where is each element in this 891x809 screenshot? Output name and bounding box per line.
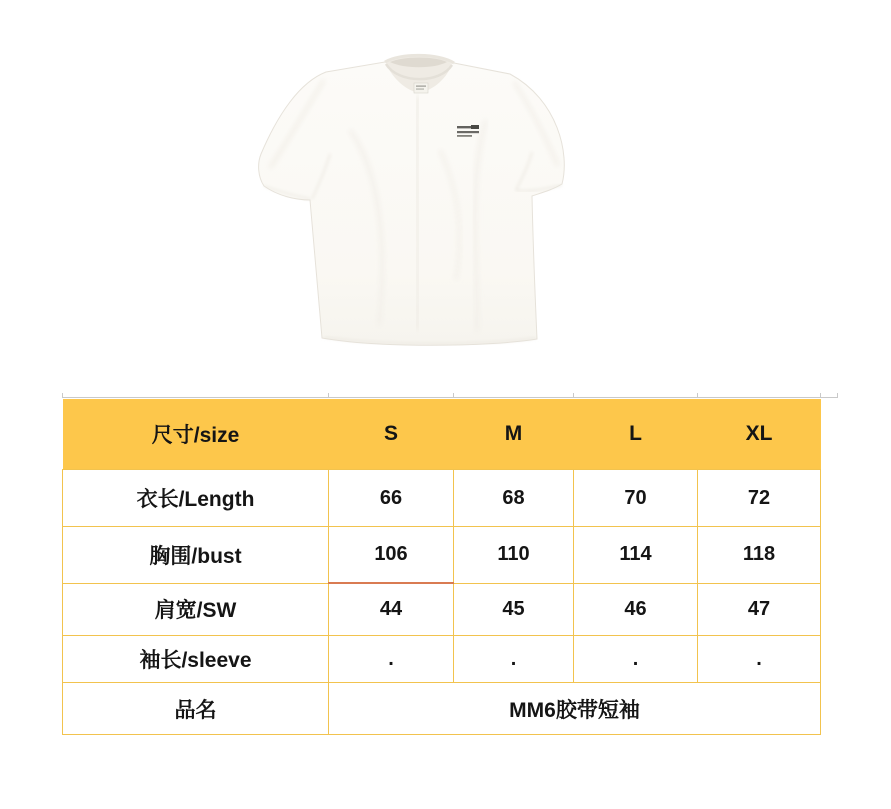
sleeve-m: . [454,636,574,683]
sleeve-xl: . [698,636,821,683]
product-name-value: MM6胶带短袖 [329,683,821,735]
length-m: 68 [454,470,574,527]
row-sleeve [63,636,821,683]
grid-tick [453,393,454,398]
row-bust [63,527,821,584]
sleeve-s: . [329,636,454,683]
row-label-bust: 胸围/bust [63,527,329,584]
row-length [63,470,821,527]
bust-s: 106 [329,527,454,584]
neck-label [414,83,428,93]
tshirt-body [259,55,565,346]
bust-m: 110 [454,527,574,584]
sw-s: 44 [329,583,454,636]
grid-tick [328,393,329,398]
tshirt-photo [228,38,592,358]
bust-l: 114 [574,527,698,584]
header-cell-size-label: 尺寸/size [63,399,329,470]
size-chart-header-row [63,399,821,470]
sleeve-l: . [574,636,698,683]
header-cell-xl: XL [698,399,821,470]
grid-tick [62,393,63,398]
row-label-sleeve: 袖长/sleeve [63,636,329,683]
row-product-name [63,683,821,735]
grid-tick [573,393,574,398]
row-label-product-name: 品名 [63,683,329,735]
grid-tick [697,393,698,398]
sw-m: 45 [454,583,574,636]
row-shoulder-width [63,583,821,636]
header-cell-s: S [329,399,454,470]
row-label-length: 衣长/Length [63,470,329,527]
length-xl: 72 [698,470,821,527]
length-l: 70 [574,470,698,527]
grid-tick [837,393,838,398]
grid-top-rule [62,397,838,398]
header-cell-m: M [454,399,574,470]
header-cell-l: L [574,399,698,470]
size-chart-table [62,399,821,735]
sw-l: 46 [574,583,698,636]
length-s: 66 [329,470,454,527]
bust-xl: 118 [698,527,821,584]
product-photo [0,0,891,398]
row-label-shoulder: 肩宽/SW [63,583,329,636]
sw-xl: 47 [698,583,821,636]
grid-tick [820,393,821,398]
